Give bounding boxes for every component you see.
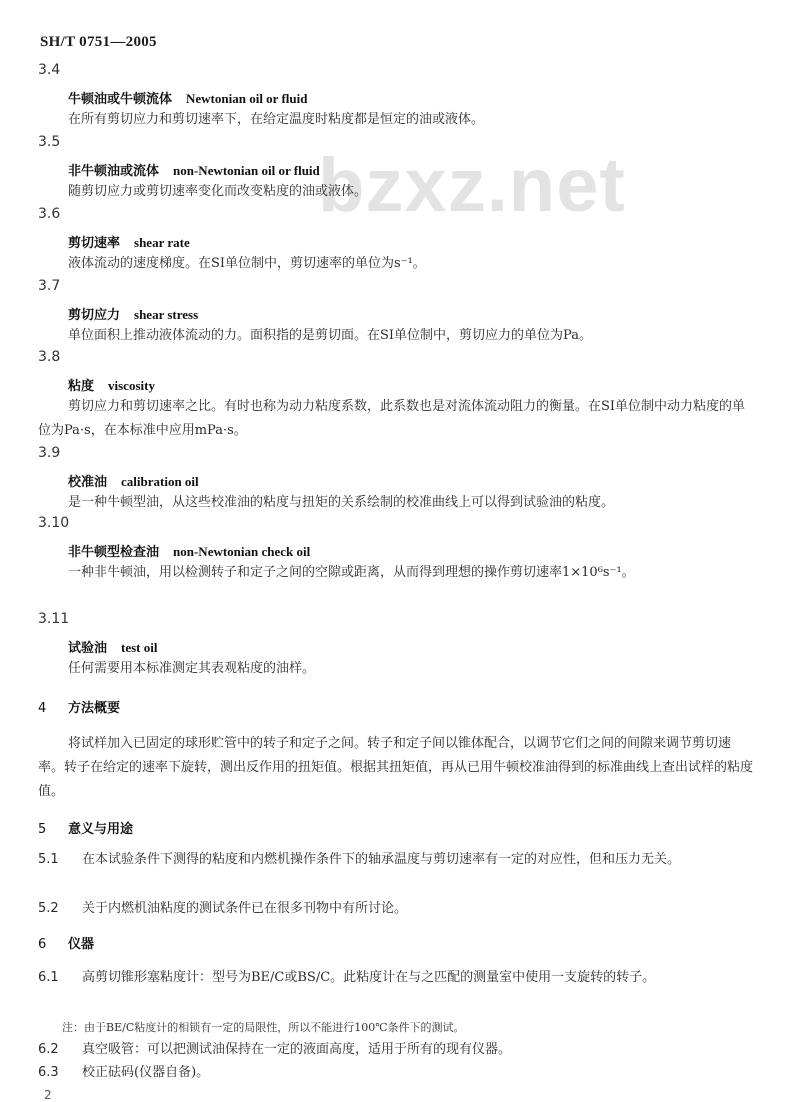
section-number: 6 [38, 937, 47, 952]
clause-number: 3.8 [38, 349, 61, 365]
definition-text: 是一种牛顿型油，从这些校准油的粘度与扭矩的关系绘制的校准曲线上可以得到试验油的粘度。 [68, 495, 615, 510]
term-en: Newtonian oil or fluid [186, 91, 308, 106]
term-zh: 非牛顿油或流体 [68, 164, 160, 179]
section-4-heading [38, 697, 120, 716]
clause-number: 3.10 [38, 515, 70, 531]
section-number: 4 [38, 701, 47, 716]
term-en: test oil [121, 640, 158, 655]
clause-number: 6.1 [38, 970, 59, 985]
clause-text: 高剪切锥形塞粘度计：型号为BE/C或BS/C。此粘度计在与之匹配的测量室中使用一支旋转的转子。 [82, 970, 656, 985]
definition-text: 随剪切应力或剪切速率变化而改变粘度的油或液体。 [68, 184, 368, 199]
page-number: 2 [44, 1088, 52, 1102]
definition-text: 单位面积上推动液体流动的力。面积指的是剪切面。在SI单位制中，剪切应力的单位为Pa。 [68, 328, 592, 343]
definition-text: 在所有剪切应力和剪切速率下，在给定温度时粘度都是恒定的油或液体。 [68, 112, 485, 127]
clause-text: 真空吸管：可以把测试油保持在一定的液面高度，适用于所有的现有仪器。 [82, 1042, 512, 1057]
clause-number: 5.1 [38, 852, 59, 867]
term-heading [68, 88, 307, 107]
clause-number: 3.6 [38, 206, 61, 222]
clause-text: 关于内燃机油粘度的测试条件已在很多刊物中有所讨论。 [82, 901, 408, 916]
term-heading [68, 232, 190, 251]
clause-5-2 [38, 897, 754, 920]
note-text: 注：由于BE/C粘度计的相锁有一定的局限性，所以不能进行100℃条件下的测试。 [62, 1021, 465, 1034]
term-zh: 校准油 [68, 475, 108, 490]
term-en: non-Newtonian oil or fluid [173, 163, 320, 178]
clause-number: 6.2 [38, 1042, 59, 1057]
term-zh: 粘度 [68, 379, 95, 394]
term-en: non-Newtonian check oil [173, 544, 311, 559]
definition-text: 剪切应力和剪切速率之比。有时也称为动力粘度系数，此系数也是对流体流动阻力的衡量。在SI单位制中动力粘度的单位为Pa·s，在本标准中应用mPa·s。 [38, 399, 746, 438]
term-en: shear stress [134, 307, 199, 322]
definition-text: 液体流动的速度梯度。在SI单位制中，剪切速率的单位为s⁻¹。 [68, 256, 426, 271]
term-zh: 非牛顿型检查油 [68, 545, 160, 560]
section-title: 方法概要 [68, 701, 121, 716]
section-5-heading [38, 818, 133, 837]
section-number: 5 [38, 822, 47, 837]
definition-text: 任何需要用本标准测定其表观粘度的油样。 [68, 661, 316, 676]
term-zh: 试验油 [68, 641, 108, 656]
clause-6-2 [38, 1038, 754, 1061]
term-heading [68, 471, 199, 490]
term-zh: 剪切应力 [68, 308, 121, 323]
clause-5-1 [38, 848, 754, 871]
term-heading [68, 304, 198, 323]
term-zh: 剪切速率 [68, 236, 121, 251]
watermark: bzxz.net [318, 143, 626, 228]
definition-text: 一种非牛顿油，用以检测转子和定子之间的空隙或距离，从而得到理想的操作剪切速率1×10⁶s⁻¹。 [68, 565, 635, 580]
term-zh: 牛顿油或牛顿流体 [68, 92, 173, 107]
section-6-heading [38, 933, 94, 952]
term-en: viscosity [108, 378, 155, 393]
term-heading [68, 375, 155, 394]
clause-number: 3.5 [38, 134, 61, 150]
clause-number: 3.4 [38, 62, 61, 78]
term-en: calibration oil [121, 474, 199, 489]
clause-text: 校正砝码(仪器自备)。 [82, 1065, 210, 1080]
clause-number: 3.11 [38, 611, 70, 627]
clause-text: 在本试验条件下测得的粘度和内燃机操作条件下的轴承温度与剪切速率有一定的对应性，但和压力无关。 [82, 852, 681, 867]
clause-number: 3.7 [38, 278, 61, 294]
clause-6-1 [38, 966, 754, 989]
clause-6-3 [38, 1061, 754, 1084]
clause-number: 6.3 [38, 1065, 59, 1080]
term-heading [68, 541, 310, 560]
section-title: 仪器 [68, 937, 95, 952]
standard-code-header: SH/T 0751—2005 [40, 34, 157, 50]
section-4-text: 将试样加入已固定的球形贮管中的转子和定子之间。转子和定子间以锥体配合，以调节它们之间的间隙来调节剪切速率。转子在给定的速率下旋转，测出反作用的扭矩值。根据其扭矩值，再从已用牛顿校准油得到的标准曲线上查出试样的粘度值。 [38, 736, 754, 799]
term-heading [68, 637, 157, 656]
term-heading [68, 160, 320, 179]
clause-number: 3.9 [38, 445, 61, 461]
clause-number: 5.2 [38, 901, 59, 916]
term-en: shear rate [134, 235, 190, 250]
section-title: 意义与用途 [68, 822, 134, 837]
